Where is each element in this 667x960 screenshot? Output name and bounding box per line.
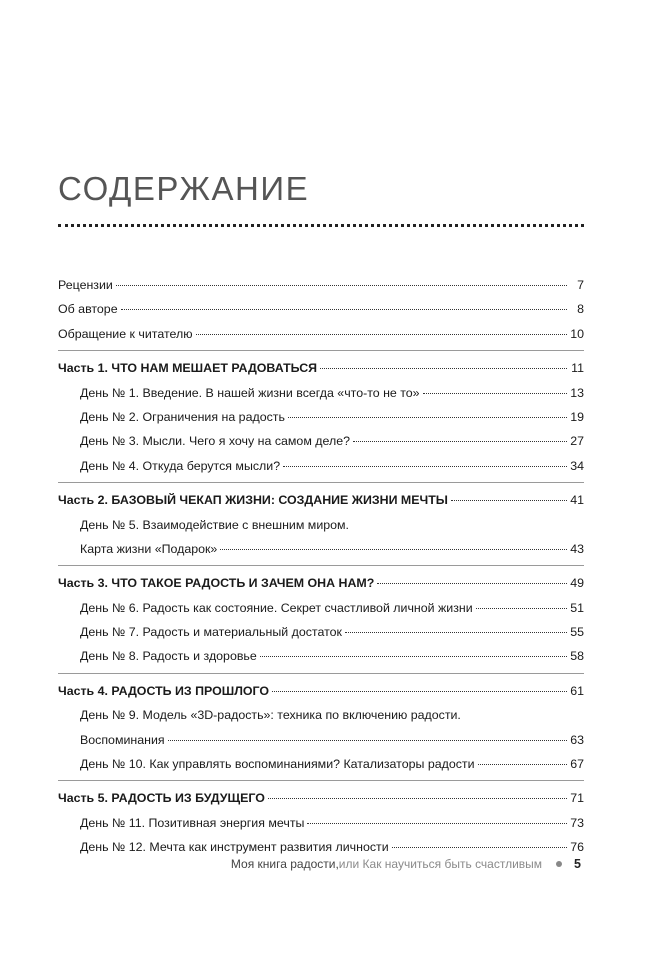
toc-entry-label: День № 6. Радость как состояние. Секрет счастливой личной жизни [80,600,473,615]
toc-part-row[interactable] [58,679,584,703]
toc-item-row[interactable] [58,273,584,297]
section-divider [58,565,584,566]
dot-leader [478,764,567,765]
dot-leader [377,583,567,584]
toc-page-number: 58 [570,649,584,664]
page-number: 5 [574,857,581,871]
dot-leader [451,500,567,501]
toc-day-row[interactable] [58,381,584,405]
section-divider [58,482,584,483]
footer-subtitle: или Как научиться быть счастливым [338,857,543,871]
toc-day-row[interactable] [58,513,584,537]
toc-part-row[interactable] [58,571,584,595]
page-title: СОДЕРЖАНИЕ [58,170,310,207]
toc-day-row[interactable] [58,728,584,752]
toc-page-number: 7 [577,278,584,292]
dot-leader [288,417,567,418]
toc-entry-label: День № 7. Радость и материальный достаток [80,625,342,640]
toc-day-row[interactable] [58,752,584,776]
toc-page-number: 61 [570,683,584,698]
toc-page-number: 11 [571,361,584,376]
dot-leader [220,549,567,550]
toc-page-number: 67 [570,757,584,772]
section-divider [58,673,584,674]
toc-page-number: 63 [570,732,584,747]
running-footer [231,857,581,871]
toc-entry-label: Часть 4. РАДОСТЬ ИЗ ПРОШЛОГО [58,683,270,698]
toc-day-row[interactable] [58,596,584,620]
toc-entry-label: Об авторе [58,302,118,317]
toc-entry-label: Обращение к читателю [58,326,193,341]
toc-entry-label: День № 3. Мысли. Чего я хочу на самом деле? [80,434,350,449]
dot-leader [320,368,567,369]
dot-leader [272,691,567,692]
toc-part-row[interactable] [58,786,584,810]
toc-page-number: 55 [570,625,584,640]
toc-day-row[interactable] [58,405,584,429]
toc-entry-label: Часть 2. БАЗОВЫЙ ЧЕКАП ЖИЗНИ: СОЗДАНИЕ ЖИЗНИ МЕЧТЫ [58,493,448,508]
dot-leader [353,441,567,442]
toc-entry-label: День № 9. Модель «3D-радость»: техника по включению радости. [80,708,461,723]
toc-day-row[interactable] [58,644,584,668]
toc-page-number: 19 [570,409,584,424]
toc-page-number: 41 [570,493,584,508]
toc-page-number: 13 [570,385,584,400]
toc-day-row[interactable] [58,620,584,644]
toc-page-number: 34 [570,458,584,473]
toc-page-number: 10 [570,326,584,341]
toc-item-row[interactable] [58,297,584,321]
toc-page-number: 49 [570,576,584,591]
toc-entry-label: День № 12. Мечта как инструмент развития личности [80,840,389,855]
toc-part-row[interactable] [58,488,584,512]
toc-page-number: 27 [570,434,584,449]
section-divider [58,780,584,781]
dot-leader [423,393,567,394]
bullet-icon [556,861,562,867]
toc-part-row[interactable] [58,356,584,380]
toc-entry-label: День № 4. Откуда берутся мысли? [80,458,281,473]
toc-entry-label: День № 2. Ограничения на радость [80,409,285,424]
toc-entry-label: Часть 5. РАДОСТЬ ИЗ БУДУЩЕГО [58,791,265,806]
toc-entry-label: Воспоминания [80,732,165,747]
toc-day-row[interactable] [58,429,584,453]
toc-entry-label: Часть 3. ЧТО ТАКОЕ РАДОСТЬ И ЗАЧЕМ ОНА НАМ? [58,576,375,591]
toc-day-row[interactable] [58,811,584,835]
toc-page-number: 76 [570,840,584,855]
dot-leader [260,656,567,657]
toc-entry-label: День № 5. Взаимодействие с внешним миром. [80,517,349,532]
dot-leader [116,285,567,286]
toc-day-row[interactable] [58,454,584,478]
section-divider [58,350,584,351]
dot-leader [268,798,567,799]
dot-leader [307,823,567,824]
toc-day-row[interactable] [58,537,584,561]
toc-page-number: 51 [570,600,584,615]
dot-leader [283,466,567,467]
toc-page-number: 71 [570,791,584,806]
toc-entry-label: День № 10. Как управлять воспоминаниями? Катализаторы радости [80,757,475,772]
dot-leader [392,847,567,848]
toc-entry-label: День № 8. Радость и здоровье [80,649,257,664]
dot-leader [345,632,567,633]
toc-day-row[interactable] [58,703,584,727]
toc-day-row[interactable] [58,835,584,859]
title-dotted-rule [58,224,584,227]
dot-leader [196,334,568,335]
dot-leader [121,309,567,310]
table-of-contents [58,273,584,860]
footer-book-title: Моя книга радости, [230,857,339,871]
dot-leader [476,608,567,609]
toc-entry-label: Часть 1. ЧТО НАМ МЕШАЕТ РАДОВАТЬСЯ [58,361,318,376]
toc-entry-label: Карта жизни «Подарок» [80,541,218,556]
toc-page-number: 8 [577,302,584,317]
toc-entry-label: День № 11. Позитивная энергия мечты [80,815,305,830]
toc-page-number: 43 [570,541,584,556]
toc-page-number: 73 [570,815,584,830]
toc-entry-label: День № 1. Введение. В нашей жизни всегда «что-то не то» [80,385,420,400]
toc-item-row[interactable] [58,322,584,346]
dot-leader [168,740,567,741]
toc-entry-label: Рецензии [58,278,113,292]
